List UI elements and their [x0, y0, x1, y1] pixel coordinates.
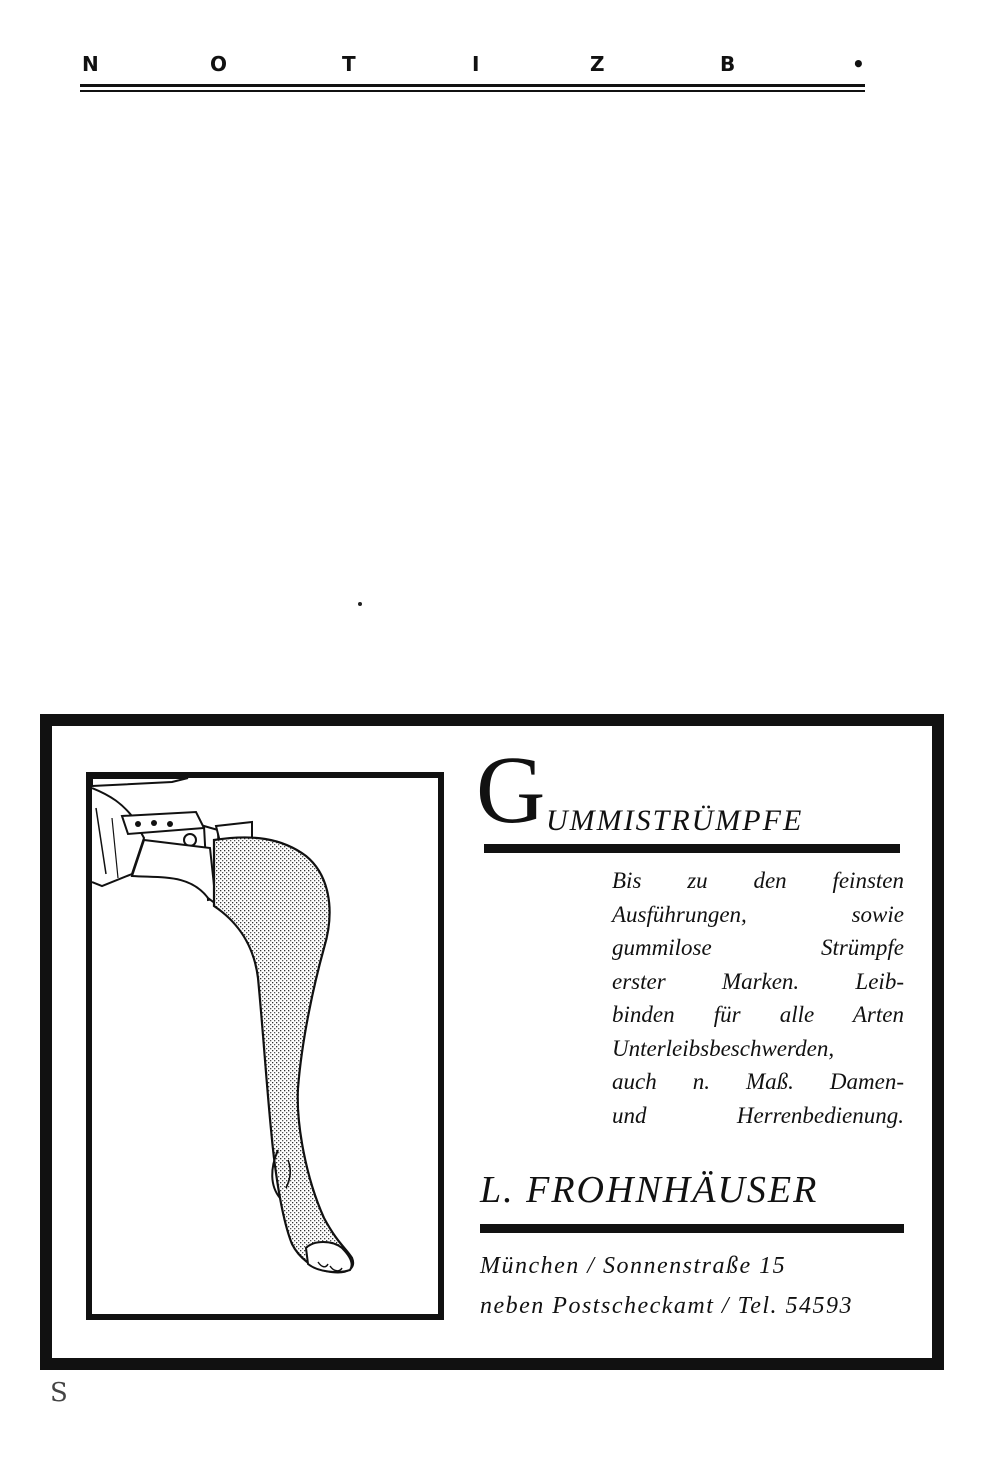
page-mark: S [50, 1378, 68, 1408]
company-rule [480, 1224, 904, 1233]
body-line: und Herrenbedienung. [612, 1102, 904, 1128]
advertisement [40, 714, 944, 1370]
header-letter: O [210, 52, 228, 76]
page-header [80, 48, 870, 88]
header-rule [80, 90, 865, 92]
header-letter: T [342, 52, 356, 76]
body-line: auch n. Maß. Damen- [612, 1069, 904, 1094]
stocking-illustration [86, 772, 444, 1320]
print-speck [358, 602, 362, 606]
body-line: Ausführungen, sowie [612, 901, 904, 927]
header-letter: N [82, 52, 99, 76]
body-line: erster Marken. Leib- [612, 968, 904, 994]
body-line: Unterleibsbeschwerden, [612, 1035, 835, 1061]
address-block [480, 1246, 910, 1326]
headline [476, 736, 906, 844]
header-letter: • [852, 52, 865, 76]
leg-drawing [92, 778, 438, 1314]
body-line: gummilose Strümpfe [612, 935, 904, 960]
header-letter: B [720, 52, 736, 76]
headline-initial: G [476, 736, 546, 843]
headline-rule [484, 844, 900, 853]
header-letter: I [472, 52, 480, 76]
address-line: neben Postscheckamt / Tel. 54593 [480, 1293, 854, 1319]
body-line: Bis zu den feinsten [612, 868, 904, 893]
header-rule [80, 84, 865, 87]
header-letters [80, 48, 870, 78]
company-name: L. FROHNHÄUSER [480, 1169, 819, 1211]
header-letter: Z [590, 52, 605, 76]
headline-text: UMMISTRÜMPFE [546, 804, 804, 837]
ad-body-copy [612, 864, 904, 1132]
address-line: München / Sonnenstraße 15 [480, 1253, 787, 1279]
body-line: binden für alle Arten [612, 1002, 904, 1027]
